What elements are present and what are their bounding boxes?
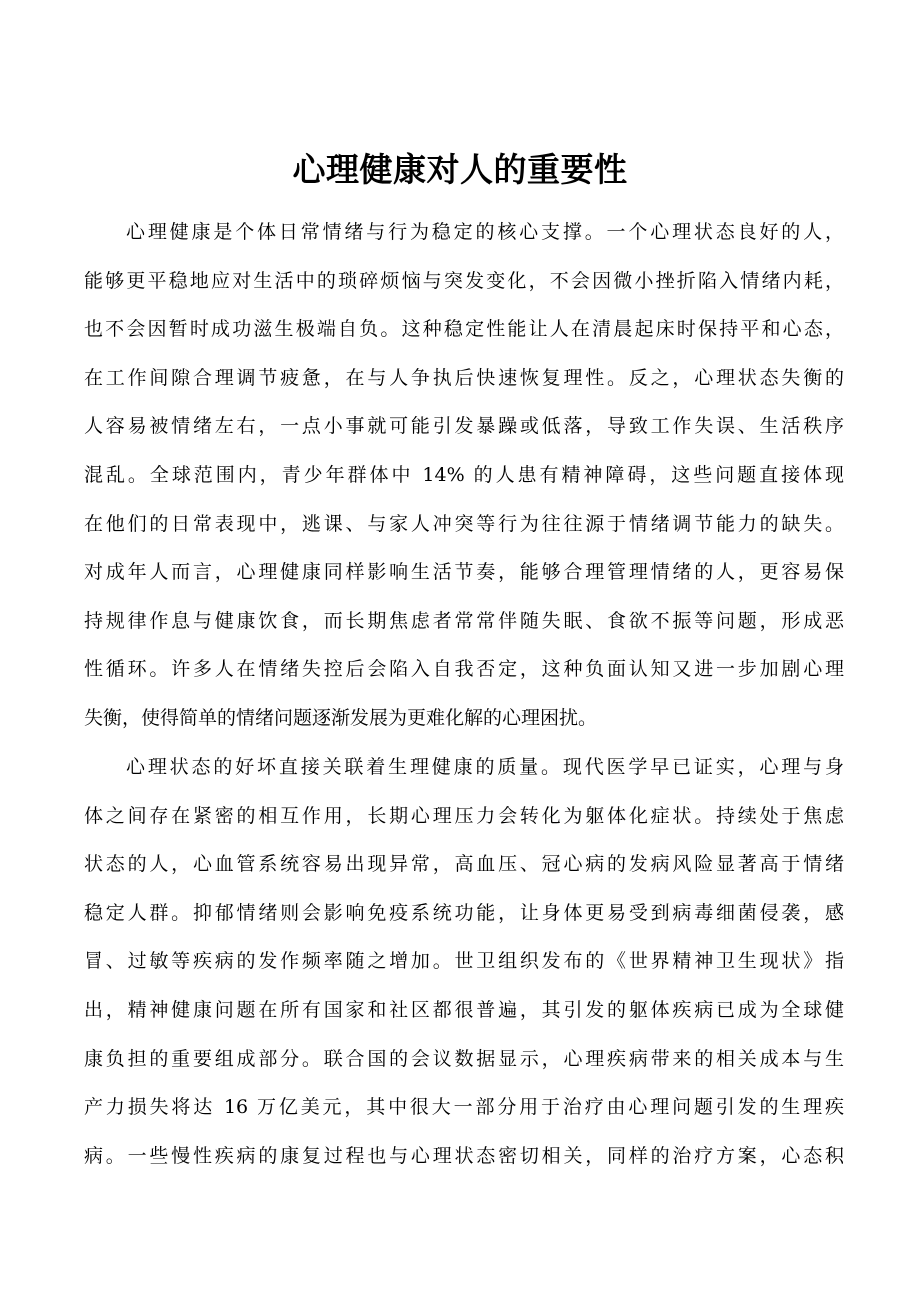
paragraph-line: 性循环。许多人在情绪失控后会陷入自我否定，这种负面认知又进一步加剧心理 — [84, 658, 844, 681]
paragraph-line: 人容易被情绪左右，一点小事就可能引发暴躁或低落，导致工作失误、生活秩序 — [84, 415, 844, 438]
paragraph-line: 也不会因暂时成功滋生极端自负。这种稳定性能让人在清晨起床时保持平和心态， — [84, 318, 844, 341]
paragraph-line: 混乱。全球范围内，青少年群体中 14% 的人患有精神障碍，这些问题直接体现 — [84, 463, 844, 486]
page-title: 心理健康对人的重要性 — [292, 150, 628, 189]
paragraph-line: 出，精神健康问题在所有国家和社区都很普遍，其引发的躯体疾病已成为全球健 — [84, 998, 844, 1021]
paragraph-line: 冒、过敏等疾病的发作频率随之增加。世卫组织发布的《世界精神卫生现状》指 — [84, 950, 844, 973]
paragraph-line: 心理状态的好坏直接关联着生理健康的质量。现代医学早已证实，心理与身 — [126, 756, 844, 778]
paragraph-line: 能够更平稳地应对生活中的琐碎烦恼与突发变化，不会因微小挫折陷入情绪内耗， — [84, 269, 844, 292]
paragraph-line: 病。一些慢性疾病的康复过程也与心理状态密切相关，同样的治疗方案，心态积 — [84, 1144, 844, 1167]
paragraph-line: 康负担的重要组成部分。联合国的会议数据显示，心理疾病带来的相关成本与生 — [84, 1047, 844, 1070]
paragraph-line: 对成年人而言，心理健康同样影响生活节奏，能够合理管理情绪的人，更容易保 — [84, 561, 844, 584]
paragraph-line: 稳定人群。抑郁情绪则会影响免疫系统功能，让身体更易受到病毒细菌侵袭，感 — [84, 901, 844, 924]
paragraph-line: 状态的人，心血管系统容易出现异常，高血压、冠心病的发病风险显著高于情绪 — [84, 853, 844, 876]
paragraph-2 — [84, 743, 844, 1180]
paragraph-line: 持规律作息与健康饮食，而长期焦虑者常常伴随失眠、食欲不振等问题，形成恶 — [84, 609, 844, 632]
paragraph-line: 失衡，使得简单的情绪问题逐渐发展为更难化解的心理困扰。 — [84, 706, 598, 729]
paragraph-line: 在工作间隙合理调节疲惫，在与人争执后快速恢复理性。反之，心理状态失衡的 — [84, 366, 844, 389]
paragraph-line: 心理健康是个体日常情绪与行为稳定的核心支撑。一个心理状态良好的人， — [126, 221, 844, 243]
paragraph-line: 体之间存在紧密的相互作用，长期心理压力会转化为躯体化症状。持续处于焦虑 — [84, 804, 844, 827]
paragraph-line: 产力损失将达 16 万亿美元，其中很大一部分用于治疗由心理问题引发的生理疾 — [84, 1096, 844, 1119]
paragraph-line: 在他们的日常表现中，逃课、与家人冲突等行为往往源于情绪调节能力的缺失。 — [84, 512, 844, 535]
paragraph-1 — [84, 208, 844, 743]
